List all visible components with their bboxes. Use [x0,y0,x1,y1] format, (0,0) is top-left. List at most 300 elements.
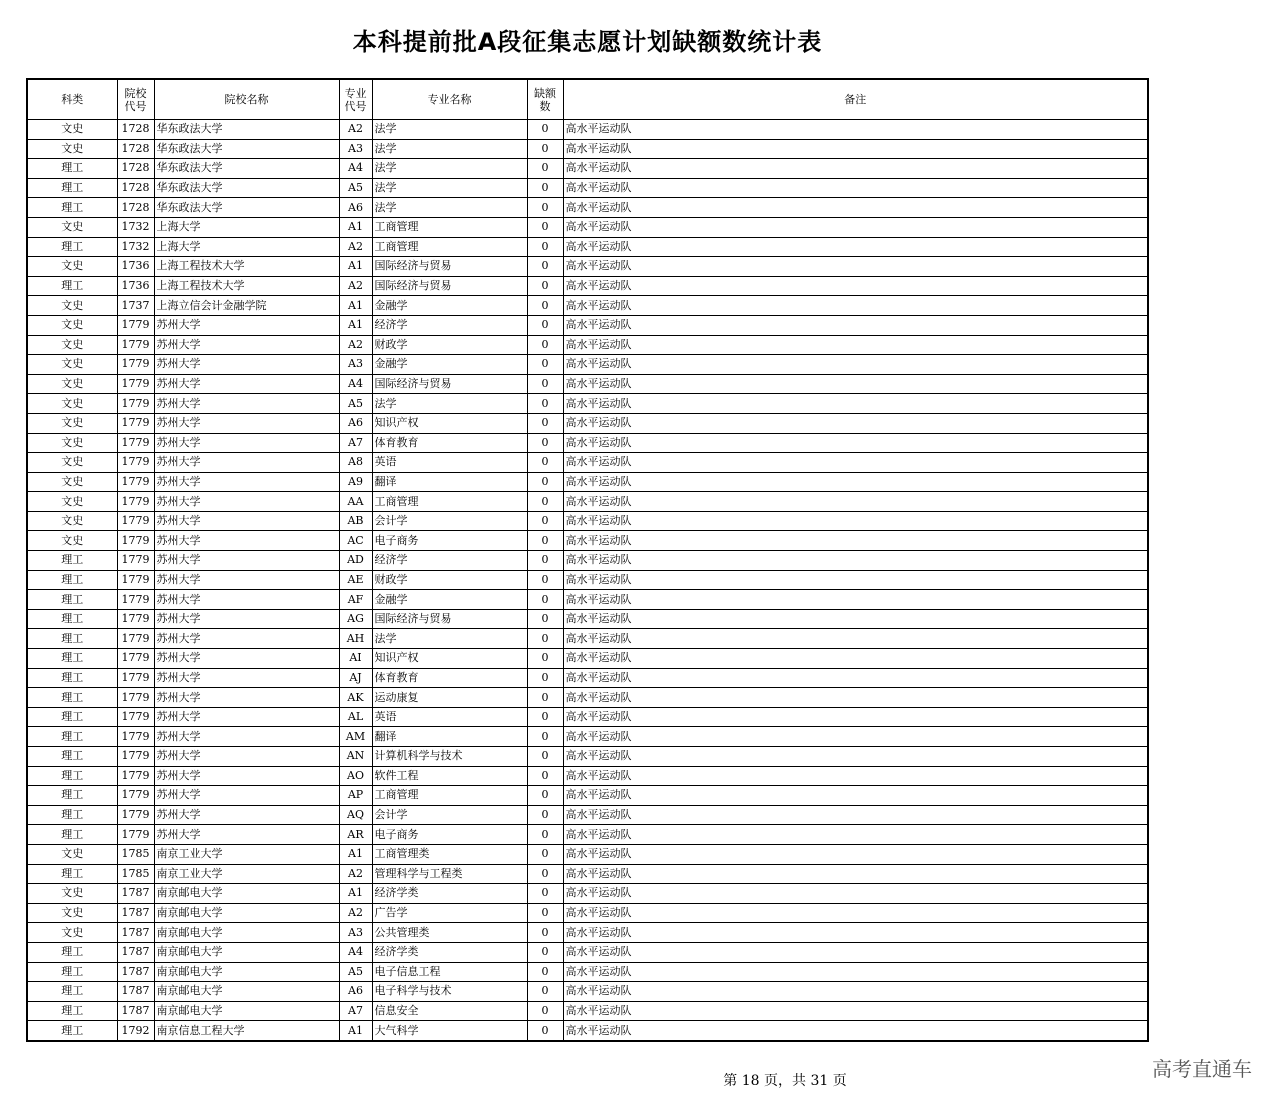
shortfall-cell: 0 [527,394,563,414]
remark-cell: 高水平运动队 [563,1021,1148,1041]
school-name-cell: 南京邮电大学 [154,1001,339,1021]
table-row [27,296,1148,316]
remark-cell: 高水平运动队 [563,590,1148,610]
remark-cell: 高水平运动队 [563,570,1148,590]
remark-cell: 高水平运动队 [563,884,1148,904]
category-cell: 理工 [27,707,117,727]
shortfall-cell: 0 [527,962,563,982]
school-name-cell: 苏州大学 [154,335,339,355]
category-cell: 理工 [27,198,117,218]
school-name-cell: 苏州大学 [154,707,339,727]
table-row [27,864,1148,884]
table-row [27,747,1148,767]
category-cell: 理工 [27,982,117,1002]
school-code-cell: 1736 [117,276,154,296]
table-row [27,766,1148,786]
school-name-cell: 苏州大学 [154,668,339,688]
shortfall-cell: 0 [527,296,563,316]
major-code-cell: AP [339,786,372,806]
shortfall-cell: 0 [527,237,563,257]
table-row [27,805,1148,825]
remark-cell: 高水平运动队 [563,159,1148,179]
shortfall-cell: 0 [527,511,563,531]
remark-cell: 高水平运动队 [563,531,1148,551]
school-name-cell: 苏州大学 [154,315,339,335]
table-row [27,1021,1148,1041]
shortfall-cell: 0 [527,335,563,355]
shortfall-cell: 0 [527,884,563,904]
major-name-cell: 国际经济与贸易 [372,374,527,394]
table-body [27,120,1148,1041]
header-major-name: 专业名称 [372,79,527,120]
school-name-cell: 苏州大学 [154,374,339,394]
remark-cell: 高水平运动队 [563,335,1148,355]
remark-cell: 高水平运动队 [563,492,1148,512]
category-cell: 文史 [27,335,117,355]
major-name-cell: 财政学 [372,335,527,355]
shortfall-cell: 0 [527,159,563,179]
remark-cell: 高水平运动队 [563,844,1148,864]
major-name-cell: 法学 [372,139,527,159]
shortfall-cell: 0 [527,198,563,218]
school-code-cell: 1779 [117,374,154,394]
major-code-cell: AK [339,688,372,708]
major-code-cell: A7 [339,433,372,453]
school-code-cell: 1787 [117,1001,154,1021]
table-row [27,453,1148,473]
shortfall-cell: 0 [527,649,563,669]
school-code-cell: 1736 [117,257,154,277]
watermark: 高考直通车 [1152,1057,1252,1081]
table-row [27,707,1148,727]
major-name-cell: 工商管理 [372,786,527,806]
remark-cell: 高水平运动队 [563,472,1148,492]
remark-cell: 高水平运动队 [563,217,1148,237]
category-cell: 理工 [27,178,117,198]
shortfall-cell: 0 [527,747,563,767]
category-cell: 文史 [27,453,117,473]
school-code-cell: 1779 [117,492,154,512]
remark-cell: 高水平运动队 [563,864,1148,884]
table-row [27,590,1148,610]
shortfall-cell: 0 [527,707,563,727]
shortfall-cell: 0 [527,433,563,453]
shortfall-cell: 0 [527,453,563,473]
header-shortfall: 缺额数 [527,79,563,120]
school-name-cell: 苏州大学 [154,805,339,825]
remark-cell: 高水平运动队 [563,296,1148,316]
category-cell: 文史 [27,355,117,375]
major-code-cell: AR [339,825,372,845]
remark-cell: 高水平运动队 [563,1001,1148,1021]
major-code-cell: A2 [339,903,372,923]
category-cell: 文史 [27,433,117,453]
major-name-cell: 国际经济与贸易 [372,257,527,277]
school-code-cell: 1779 [117,413,154,433]
shortfall-cell: 0 [527,1001,563,1021]
school-code-cell: 1787 [117,884,154,904]
major-code-cell: AI [339,649,372,669]
remark-cell: 高水平运动队 [563,747,1148,767]
major-code-cell: A1 [339,844,372,864]
school-name-cell: 苏州大学 [154,492,339,512]
remark-cell: 高水平运动队 [563,903,1148,923]
major-name-cell: 电子科学与技术 [372,982,527,1002]
school-name-cell: 南京邮电大学 [154,884,339,904]
school-code-cell: 1779 [117,472,154,492]
table-row [27,688,1148,708]
shortfall-cell: 0 [527,903,563,923]
shortfall-cell: 0 [527,315,563,335]
major-code-cell: A4 [339,942,372,962]
remark-cell: 高水平运动队 [563,805,1148,825]
school-name-cell: 华东政法大学 [154,178,339,198]
major-name-cell: 英语 [372,453,527,473]
shortfall-cell: 0 [527,609,563,629]
remark-cell: 高水平运动队 [563,727,1148,747]
major-code-cell: A7 [339,1001,372,1021]
school-name-cell: 上海工程技术大学 [154,276,339,296]
header-remark: 备注 [563,79,1148,120]
school-code-cell: 1779 [117,433,154,453]
major-code-cell: AL [339,707,372,727]
table-row [27,609,1148,629]
school-name-cell: 苏州大学 [154,472,339,492]
remark-cell: 高水平运动队 [563,551,1148,571]
major-name-cell: 大气科学 [372,1021,527,1041]
major-code-cell: A2 [339,120,372,140]
school-code-cell: 1732 [117,237,154,257]
shortfall-cell: 0 [527,276,563,296]
remark-cell: 高水平运动队 [563,707,1148,727]
table-row [27,315,1148,335]
school-code-cell: 1779 [117,551,154,571]
shortfall-cell: 0 [527,844,563,864]
school-name-cell: 华东政法大学 [154,120,339,140]
major-code-cell: A2 [339,276,372,296]
table-row [27,257,1148,277]
remark-cell: 高水平运动队 [563,413,1148,433]
table-row [27,942,1148,962]
table-row [27,786,1148,806]
school-code-cell: 1728 [117,120,154,140]
school-code-cell: 1732 [117,217,154,237]
shortfall-cell: 0 [527,864,563,884]
major-name-cell: 金融学 [372,296,527,316]
major-code-cell: A1 [339,296,372,316]
shortfall-cell: 0 [527,825,563,845]
school-code-cell: 1779 [117,453,154,473]
shortfall-cell: 0 [527,531,563,551]
school-code-cell: 1737 [117,296,154,316]
table-row [27,649,1148,669]
major-code-cell: AM [339,727,372,747]
school-name-cell: 南京邮电大学 [154,982,339,1002]
major-code-cell: A4 [339,374,372,394]
table-row [27,668,1148,688]
major-code-cell: A1 [339,1021,372,1041]
category-cell: 理工 [27,551,117,571]
category-cell: 理工 [27,1001,117,1021]
category-cell: 文史 [27,492,117,512]
category-cell: 文史 [27,257,117,277]
major-name-cell: 知识产权 [372,413,527,433]
school-name-cell: 苏州大学 [154,649,339,669]
shortfall-cell: 0 [527,551,563,571]
category-cell: 理工 [27,766,117,786]
remark-cell: 高水平运动队 [563,629,1148,649]
major-name-cell: 经济学 [372,551,527,571]
major-code-cell: A5 [339,394,372,414]
school-name-cell: 苏州大学 [154,786,339,806]
table-row [27,570,1148,590]
shortfall-cell: 0 [527,139,563,159]
major-name-cell: 法学 [372,159,527,179]
shortfall-cell: 0 [527,727,563,747]
major-code-cell: A1 [339,217,372,237]
category-cell: 文史 [27,923,117,943]
school-name-cell: 苏州大学 [154,727,339,747]
school-code-cell: 1728 [117,139,154,159]
table-row [27,335,1148,355]
remark-cell: 高水平运动队 [563,198,1148,218]
remark-cell: 高水平运动队 [563,942,1148,962]
major-name-cell: 信息安全 [372,1001,527,1021]
major-name-cell: 法学 [372,178,527,198]
remark-cell: 高水平运动队 [563,374,1148,394]
school-code-cell: 1779 [117,786,154,806]
major-name-cell: 法学 [372,198,527,218]
table-row [27,884,1148,904]
remark-cell: 高水平运动队 [563,257,1148,277]
school-code-cell: 1728 [117,178,154,198]
major-name-cell: 英语 [372,707,527,727]
table-row [27,962,1148,982]
table-row [27,472,1148,492]
remark-cell: 高水平运动队 [563,649,1148,669]
table-row [27,492,1148,512]
major-name-cell: 法学 [372,629,527,649]
remark-cell: 高水平运动队 [563,394,1148,414]
major-name-cell: 会计学 [372,511,527,531]
shortfall-cell: 0 [527,413,563,433]
school-name-cell: 苏州大学 [154,747,339,767]
remark-cell: 高水平运动队 [563,825,1148,845]
remark-cell: 高水平运动队 [563,120,1148,140]
school-code-cell: 1787 [117,962,154,982]
school-name-cell: 南京邮电大学 [154,903,339,923]
major-name-cell: 国际经济与贸易 [372,276,527,296]
category-cell: 理工 [27,609,117,629]
table-header-row [27,79,1148,120]
remark-cell: 高水平运动队 [563,609,1148,629]
table-row [27,120,1148,140]
category-cell: 文史 [27,903,117,923]
major-code-cell: AB [339,511,372,531]
major-name-cell: 电子信息工程 [372,962,527,982]
table-row [27,237,1148,257]
category-cell: 文史 [27,296,117,316]
school-name-cell: 南京邮电大学 [154,962,339,982]
major-code-cell: AO [339,766,372,786]
remark-cell: 高水平运动队 [563,982,1148,1002]
remark-cell: 高水平运动队 [563,668,1148,688]
category-cell: 理工 [27,786,117,806]
remark-cell: 高水平运动队 [563,178,1148,198]
school-code-cell: 1779 [117,825,154,845]
table-row [27,825,1148,845]
school-name-cell: 上海立信会计金融学院 [154,296,339,316]
major-code-cell: A1 [339,315,372,335]
shortfall-cell: 0 [527,923,563,943]
major-code-cell: A4 [339,159,372,179]
school-code-cell: 1728 [117,198,154,218]
shortfall-cell: 0 [527,570,563,590]
shortfall-cell: 0 [527,629,563,649]
shortfall-cell: 0 [527,355,563,375]
major-code-cell: A6 [339,413,372,433]
major-code-cell: A5 [339,962,372,982]
major-code-cell: AQ [339,805,372,825]
school-name-cell: 苏州大学 [154,766,339,786]
category-cell: 文史 [27,374,117,394]
school-name-cell: 南京邮电大学 [154,923,339,943]
table-row [27,923,1148,943]
major-code-cell: A6 [339,198,372,218]
school-code-cell: 1728 [117,159,154,179]
major-code-cell: A9 [339,472,372,492]
remark-cell: 高水平运动队 [563,962,1148,982]
shortfall-cell: 0 [527,257,563,277]
major-name-cell: 公共管理类 [372,923,527,943]
school-name-cell: 华东政法大学 [154,159,339,179]
shortfall-cell: 0 [527,472,563,492]
major-name-cell: 经济学类 [372,884,527,904]
table-row [27,982,1148,1002]
school-code-cell: 1779 [117,355,154,375]
school-code-cell: 1785 [117,864,154,884]
shortfall-cell: 0 [527,805,563,825]
category-cell: 理工 [27,864,117,884]
shortfall-cell: 0 [527,217,563,237]
table-row [27,413,1148,433]
major-name-cell: 电子商务 [372,531,527,551]
category-cell: 文史 [27,844,117,864]
remark-cell: 高水平运动队 [563,786,1148,806]
school-name-cell: 苏州大学 [154,453,339,473]
table-row [27,1001,1148,1021]
school-name-cell: 苏州大学 [154,825,339,845]
category-cell: 理工 [27,688,117,708]
category-cell: 文史 [27,120,117,140]
major-name-cell: 经济学类 [372,942,527,962]
major-name-cell: 电子商务 [372,825,527,845]
table-row [27,433,1148,453]
major-name-cell: 工商管理 [372,492,527,512]
major-code-cell: A2 [339,237,372,257]
category-cell: 理工 [27,590,117,610]
school-code-cell: 1787 [117,903,154,923]
school-code-cell: 1779 [117,805,154,825]
table-row [27,159,1148,179]
category-cell: 理工 [27,825,117,845]
school-name-cell: 苏州大学 [154,511,339,531]
table-row [27,551,1148,571]
remark-cell: 高水平运动队 [563,766,1148,786]
remark-cell: 高水平运动队 [563,511,1148,531]
school-code-cell: 1779 [117,707,154,727]
major-code-cell: A3 [339,355,372,375]
school-name-cell: 华东政法大学 [154,198,339,218]
major-name-cell: 法学 [372,120,527,140]
remark-cell: 高水平运动队 [563,433,1148,453]
page-number: 第 18 页，共 31 页 [723,1073,847,1089]
table-row [27,903,1148,923]
category-cell: 文史 [27,394,117,414]
major-code-cell: A8 [339,453,372,473]
category-cell: 理工 [27,629,117,649]
major-code-cell: A5 [339,178,372,198]
major-name-cell: 法学 [372,394,527,414]
school-code-cell: 1779 [117,511,154,531]
school-code-cell: 1779 [117,590,154,610]
table-row [27,217,1148,237]
header-category: 科类 [27,79,117,120]
major-code-cell: A2 [339,335,372,355]
major-name-cell: 管理科学与工程类 [372,864,527,884]
school-code-cell: 1779 [117,609,154,629]
remark-cell: 高水平运动队 [563,276,1148,296]
school-name-cell: 华东政法大学 [154,139,339,159]
table-row [27,629,1148,649]
shortfall-cell: 0 [527,492,563,512]
header-school-code: 院校代号 [117,79,154,120]
category-cell: 理工 [27,942,117,962]
table-row [27,394,1148,414]
major-code-cell: A1 [339,257,372,277]
major-name-cell: 体育教育 [372,433,527,453]
category-cell: 文史 [27,511,117,531]
header-major-code: 专业代号 [339,79,372,120]
remark-cell: 高水平运动队 [563,355,1148,375]
school-name-cell: 上海大学 [154,237,339,257]
shortfall-cell: 0 [527,120,563,140]
remark-cell: 高水平运动队 [563,923,1148,943]
school-code-cell: 1787 [117,923,154,943]
major-name-cell: 运动康复 [372,688,527,708]
school-name-cell: 上海工程技术大学 [154,257,339,277]
remark-cell: 高水平运动队 [563,237,1148,257]
table-row [27,727,1148,747]
school-code-cell: 1779 [117,766,154,786]
major-name-cell: 翻译 [372,727,527,747]
school-name-cell: 南京信息工程大学 [154,1021,339,1041]
category-cell: 文史 [27,139,117,159]
school-name-cell: 苏州大学 [154,570,339,590]
category-cell: 理工 [27,237,117,257]
school-name-cell: 南京邮电大学 [154,942,339,962]
major-name-cell: 工商管理 [372,217,527,237]
shortfall-cell: 0 [527,766,563,786]
school-name-cell: 苏州大学 [154,394,339,414]
category-cell: 理工 [27,570,117,590]
major-name-cell: 广告学 [372,903,527,923]
major-code-cell: A2 [339,864,372,884]
table-row [27,178,1148,198]
category-cell: 理工 [27,649,117,669]
school-name-cell: 苏州大学 [154,688,339,708]
category-cell: 理工 [27,747,117,767]
